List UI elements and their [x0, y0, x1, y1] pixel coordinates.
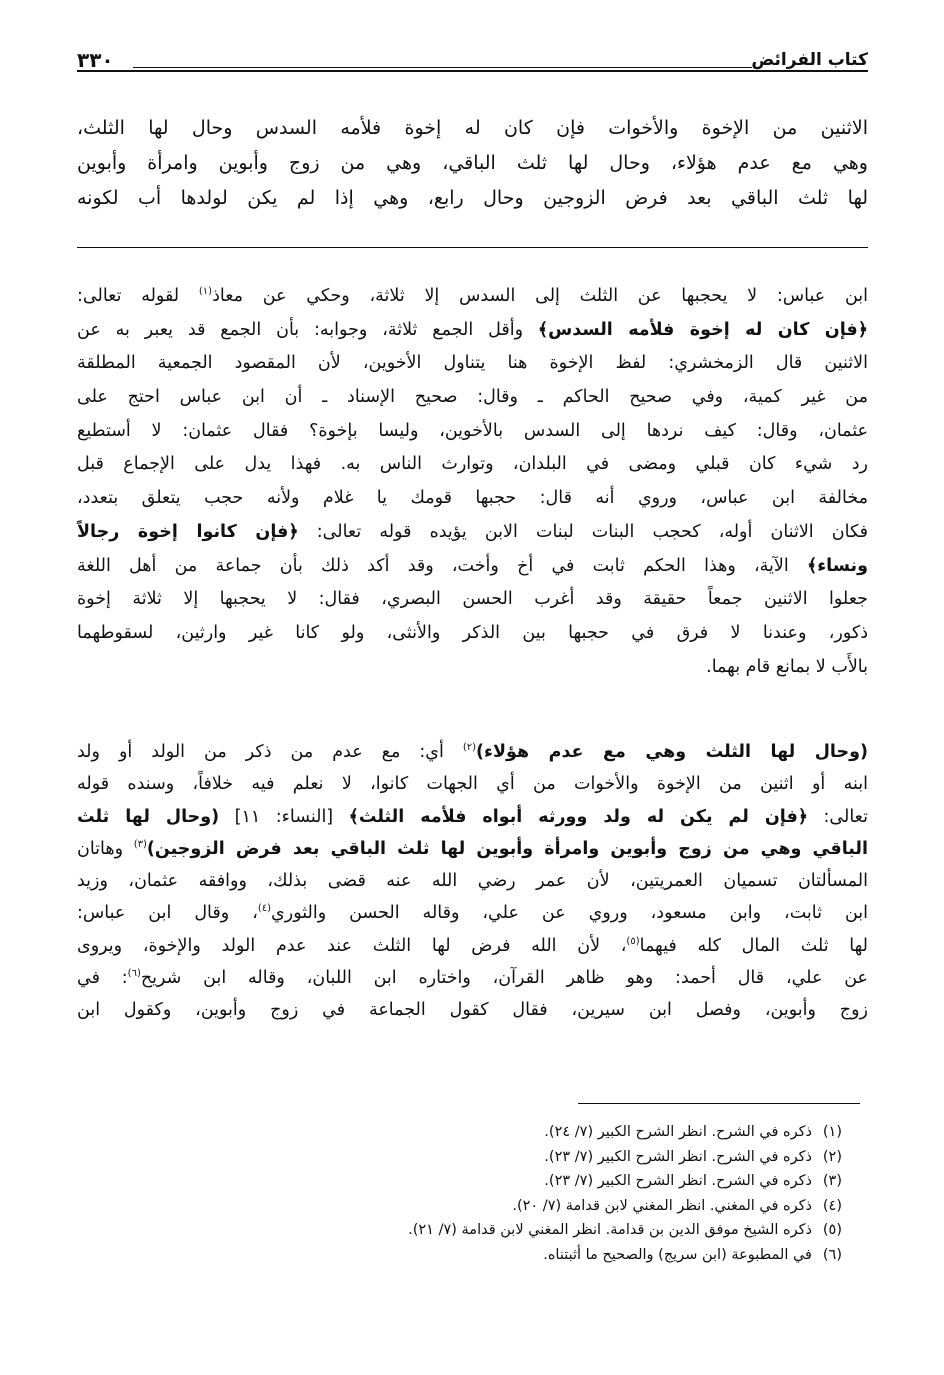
text-segment: [النساء: ١١] [219, 806, 349, 827]
text-line [77, 111, 868, 146]
text-segment: الآية، وهذا الحكم ثابت في أخ وأخت، وقد أكد ذلك بأن جماعة من أهل اللغة [77, 555, 807, 576]
text-segment: ابن عباس: لا يحجبها عن الثلث إلى السدس إلا ثلاثة، وحكي عن معاذ [212, 286, 868, 306]
text-segment: عثمان، وقال: كيف نردها إلى السدس بالأخوين، وليسا بإخوة؟ فقال عثمان: لا أستطيع [77, 420, 868, 441]
text-segment: ابن ثابت، وابن مسعود، وروي عن علي، وقاله الحسن والثوري [271, 903, 869, 924]
running-header [77, 50, 868, 76]
text-line [77, 930, 868, 962]
text-segment: : في [77, 968, 128, 989]
text-line [77, 962, 868, 994]
text-line [77, 897, 868, 929]
text-line [77, 736, 868, 768]
text-segment: المسألتان تسميان العمريتين، لأن عمر رضي الله عنه قضى بذلك، ووافقه عثمان، وزيد [77, 871, 868, 892]
text-line [77, 280, 868, 314]
text-line [77, 994, 868, 1026]
text-line [77, 482, 868, 516]
text-line [77, 181, 868, 216]
text-line [77, 550, 868, 584]
header-divider [77, 70, 868, 72]
footnote [300, 1169, 842, 1194]
text-segment: بالأَب لا بمانع قام بهما. [706, 656, 868, 677]
text-segment: جعلوا الاثنين جمعاً حقيقة وقد أغرب الحسن البصري، فقال: لا يحجبها إلا ثلاثة إخوة [77, 589, 868, 610]
text-segment: ذكور، وعندنا لا فرق في حجبها بين الذكر والأنثى، ولو كانا غير وارثين، لسقوطهما [77, 622, 868, 643]
footnote-number: (١) [822, 1124, 842, 1140]
text-segment: لها ثلث المال كله فيهما [639, 935, 869, 956]
commentary-paragraph-2 [77, 736, 868, 1027]
text-segment: ، وقال ابن عباس: [77, 903, 258, 924]
text-segment: الاثنين من الإخوة والأخوات فإن كان له إخوة فلأمه السدس وحال لها الثلث، [77, 117, 868, 139]
text-segment: الاثنين قال الزمخشري: لفظ الإخوة هنا يتناول الأخوين، لأن المقصود الجمعية المطلقة [77, 353, 868, 374]
text-segment: لها ثلث الباقي بعد فرض الزوجين وحال رابع، وهي إذا لم يكن لولدها أب لكونه [77, 187, 868, 209]
footnote [300, 1218, 842, 1243]
footnote-text: ذكره الشيخ موفق الدين بن قدامة. انظر المغني لابن قدامة (٧/ ٢١). [408, 1222, 812, 1238]
text-segment: ابنه أو اثنين من الإخوة والأخوات من أي الجهات كانوا، لا نعلم فيه خلافاً، وسنده قوله [77, 774, 868, 795]
text-line [77, 801, 868, 833]
text-segment: وهي مع عدم هؤلاء، وحال لها ثلث الباقي، وهي من زوج وأبوين وامرأة وأبوين [77, 152, 868, 174]
text-line [77, 865, 868, 897]
footnote-text: ذكره في الشرح. انظر الشرح الكبير (٧/ ٢٤). [544, 1124, 812, 1140]
text-segment: مخالفة ابن عباس، وروي أنه قال: حجبها قومك يا غلام ولأنه حجب يتعلق بتعدد، [77, 488, 868, 509]
footnote-number: (٢) [822, 1148, 842, 1165]
text-segment: من غير كمية، وفي صحيح الحاكم ـ وقال: صحيح الإسناد ـ أن ابن عباس احتج على [77, 387, 868, 408]
bold-quote: ونساء﴾ [806, 555, 868, 576]
bold-quote: الباقي وهي من زوج وأبوين وامرأة وأبوين لها ثلث الباقي بعد فرض الزوجين) [146, 838, 868, 859]
text-segment: عن علي، قال أحمد: وهو ظاهر القرآن، واختاره ابن اللبان، وقاله ابن شريح [140, 968, 868, 989]
text-segment: أي: مع عدم من ذكر من الولد أو ولد [77, 742, 463, 762]
bold-quote: (وحال لها الثلث وهي مع عدم هؤلاء) [476, 742, 868, 762]
footnote-number: (٦) [822, 1246, 842, 1263]
text-line [77, 415, 868, 449]
text-segment: لقوله تعالى: [77, 286, 199, 306]
bold-quote: ﴿فإن كان له إخوة فلأمه السدس﴾ [537, 319, 868, 340]
text-segment: فكان الاثنان أوله، كحجب البنات لبنات الابن يؤيده قوله تعالى: [298, 521, 868, 542]
footnote [300, 1194, 842, 1219]
footnote-marker: (١) [198, 286, 213, 298]
text-segment: ، لأن الله فرض لها الثلث عند عدم الولد والإخوة، ويروى [77, 935, 627, 956]
text-line [77, 651, 868, 685]
text-line [77, 381, 868, 415]
text-commentary-divider [77, 247, 868, 248]
footnote-divider [578, 1103, 860, 1104]
footnote [300, 1243, 842, 1268]
footnotes [300, 1120, 842, 1267]
footnote [300, 1120, 842, 1145]
footnote-text: ذكره في الشرح. انظر الشرح الكبير (٧/ ٢٣). [544, 1148, 812, 1165]
text-line [77, 617, 868, 651]
header-rule [133, 67, 752, 68]
text-line [77, 314, 868, 348]
text-line [77, 146, 868, 181]
book-title: كتاب الفرائض [751, 50, 868, 70]
footnote-text: ذكره في المغني. انظر المغني لابن قدامة (٧/ ٢٠). [512, 1197, 812, 1214]
footnote-marker: (٥) [626, 935, 640, 947]
footnote-text: في المطبوعة (ابن سريج) والصحيح ما أثبتناه. [543, 1246, 812, 1263]
commentary-paragraph-1 [77, 280, 868, 684]
text-segment: زوج وأبوين، وفصل ابن سيرين، فقال كقول الجماعة في زوج وأبوين، وكقول ابن [77, 1000, 868, 1021]
text-segment: وهاتان [77, 838, 134, 859]
page-number: ٣٣٠ [77, 48, 114, 72]
bold-quote: ﴿فإن كانوا إخوة رجالاً [77, 521, 299, 542]
text-line [77, 583, 868, 617]
main-text [77, 111, 868, 216]
footnote-marker: (٤) [257, 903, 272, 915]
footnote-marker: (٦) [127, 968, 141, 980]
footnote-marker: (٣) [133, 839, 147, 851]
text-line [77, 833, 868, 865]
footnote-text: ذكره في الشرح. انظر الشرح الكبير (٧/ ٢٣). [544, 1173, 812, 1189]
footnote-number: (٥) [822, 1222, 842, 1238]
footnote-marker: (٢) [462, 742, 477, 754]
text-line [77, 516, 868, 550]
footnote-number: (٤) [822, 1197, 842, 1214]
text-segment: وأقل الجمع ثلاثة، وجوابه: بأن الجمع قد يعبر به عن [77, 319, 538, 340]
bold-quote: ﴿فإن لم يكن له ولد وورثه أبواه فلأمه الثلث﴾ [348, 806, 809, 827]
bold-quote: (وحال لها ثلث [77, 806, 220, 827]
text-line [77, 768, 868, 800]
text-segment: تعالى: [808, 806, 868, 827]
text-line [77, 448, 868, 482]
text-segment: رد شيء كان قبلي ومضى في البلدان، وتوارث الناس به. فهذا يدل على الإجماع قبل [77, 454, 868, 475]
footnote [300, 1145, 842, 1170]
footnote-number: (٣) [822, 1173, 842, 1189]
text-line [77, 347, 868, 381]
